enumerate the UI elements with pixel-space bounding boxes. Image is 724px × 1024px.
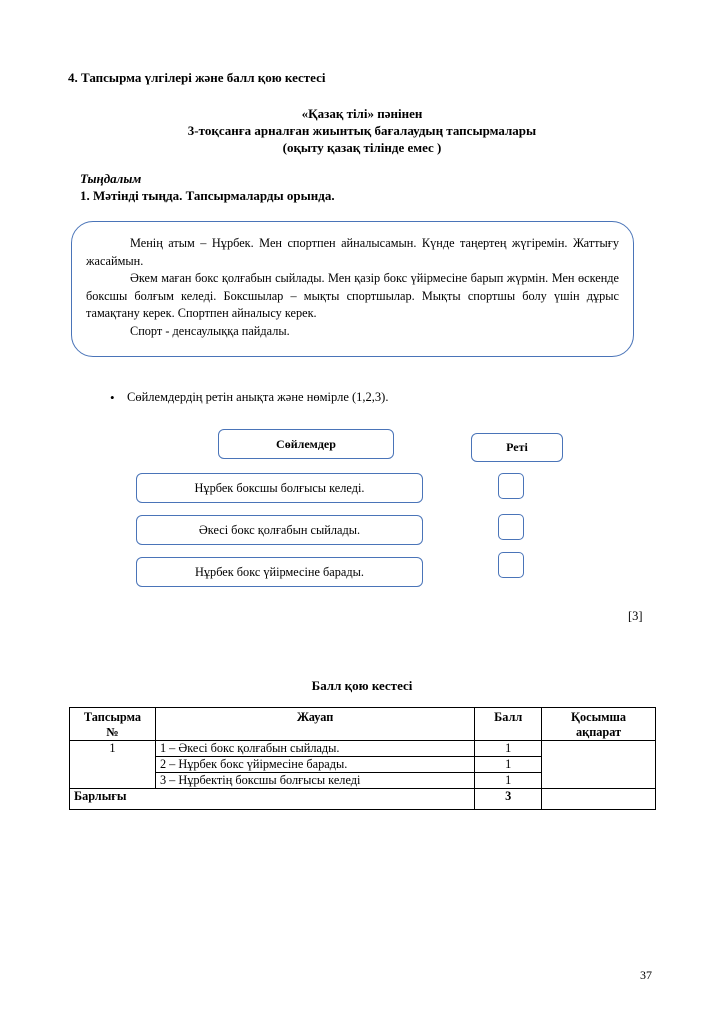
passage-paragraph-3: Спорт - денсаулыққа пайдалы. — [130, 323, 290, 338]
answer-cell: 2 – Нұрбек бокс үйірмесіне барады. — [155, 757, 474, 773]
extra-header-line1: Қосымша — [571, 710, 627, 724]
score-header: Балл — [475, 708, 542, 741]
bullet-icon: • — [110, 390, 115, 405]
extra-header-line2: ақпарат — [575, 725, 622, 739]
subject-title: «Қазақ тілі» пәнінен — [301, 106, 423, 121]
task-header-line2: № — [106, 725, 119, 739]
total-score: 3 — [475, 789, 542, 810]
section-title: 4. Тапсырма үлгілері және балл қою кестесі — [68, 70, 326, 85]
total-extra-cell — [542, 789, 656, 810]
passage-box — [71, 221, 634, 357]
extra-info-header — [542, 708, 656, 741]
language-note: (оқыту қазақ тілінде емес ) — [282, 140, 442, 155]
passage-paragraph-1: Менің атым – Нұрбек. Мен спортпен айналысамын. Күнде таңертең жүгіремін. Жаттығу жасаймын. — [86, 236, 619, 268]
score-cell: 1 — [475, 741, 542, 757]
answer-cell: 1 – Әкесі бокс қолғабын сыйлады. — [155, 741, 474, 757]
task-number-header — [70, 708, 156, 741]
answer-cell: 3 – Нұрбектің боксшы болғысы келеді — [155, 773, 474, 789]
max-score: [3] — [628, 609, 643, 623]
table-total-row — [70, 789, 656, 810]
sentence-box-3: Нұрбек бокс үйірмесіне барады. — [136, 557, 423, 587]
assessment-title: 3-тоқсанға арналған жиынтық бағалаудың тапсырмалары — [187, 123, 537, 138]
order-answer-box-2[interactable] — [498, 514, 524, 540]
grading-table-title: Балл қою кестесі — [311, 678, 413, 693]
extra-info-cell — [542, 741, 656, 789]
table-row — [70, 741, 656, 757]
ordering-instruction: Сөйлемдердің ретін анықта және нөмірле (1,2,3). — [127, 390, 389, 404]
page-number: 37 — [640, 968, 652, 982]
task-header-line1: Тапсырма — [83, 710, 142, 724]
table-header-row — [70, 708, 656, 741]
sentences-header: Сөйлемдер — [218, 429, 394, 459]
total-label: Барлығы — [70, 789, 475, 810]
score-cell: 1 — [475, 757, 542, 773]
grading-table — [69, 707, 656, 810]
task-number-cell: 1 — [70, 741, 156, 789]
answer-header: Жауап — [155, 708, 474, 741]
score-cell: 1 — [475, 773, 542, 789]
order-header: Реті — [471, 433, 563, 462]
task-instruction: 1. Мәтінді тыңда. Тапсырмаларды орында. — [80, 188, 335, 203]
listening-label: Тыңдалым — [80, 171, 142, 186]
sentence-box-1: Нұрбек боксшы болғысы келеді. — [136, 473, 423, 503]
order-answer-box-3[interactable] — [498, 552, 524, 578]
passage-paragraph-2: Әкем маған бокс қолғабын сыйлады. Мен қазір бокс үйірмесіне барып жүрмін. Мен өскенде боксшы болғым келеді. Боксшылар – мықты спортшылар. Мықты спортшы болу үшін дұрыс тамақтану керек. Спортпен айналысу керек. — [86, 271, 619, 320]
sentence-box-2: Әкесі бокс қолғабын сыйлады. — [136, 515, 423, 545]
order-answer-box-1[interactable] — [498, 473, 524, 499]
